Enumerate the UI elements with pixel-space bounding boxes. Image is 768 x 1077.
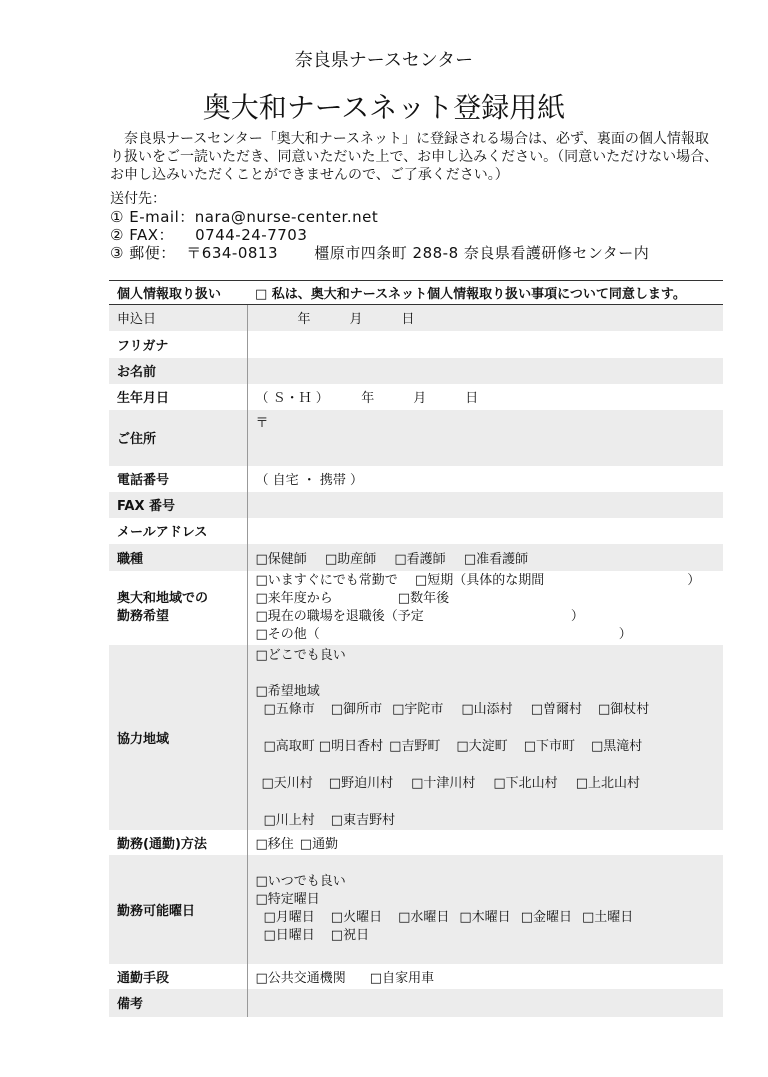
privacy-label: 個人情報取り扱い [109, 281, 247, 305]
commute-method-label: 勤務(通勤)方法 [109, 830, 247, 855]
area-checkbox[interactable]: □川上村 [263, 812, 315, 828]
commute-method-row [109, 830, 723, 855]
area-checkbox[interactable]: □宇陀市 [392, 701, 444, 717]
work-wish-option[interactable]: □現在の職場を退職後（予定 ） [255, 608, 584, 624]
day-checkbox[interactable]: □日曜日 [263, 928, 315, 943]
area-row [109, 645, 723, 830]
name-label: お名前 [109, 358, 247, 384]
area-spacer [256, 665, 716, 683]
furigana-field[interactable] [247, 331, 723, 358]
available-days-row [109, 855, 723, 964]
area-spacer [256, 793, 716, 812]
birthdate-row [109, 384, 723, 410]
address-label: ご住所 [109, 410, 247, 466]
application-date-row [109, 305, 723, 331]
area-checkbox[interactable]: □高取町 [263, 738, 315, 754]
public-transport-checkbox[interactable]: □公共交通機関 [255, 970, 346, 986]
name-row [109, 358, 723, 384]
transport-label: 通勤手段 [109, 964, 247, 989]
furigana-label: フリガナ [109, 331, 247, 358]
area-checkbox[interactable]: □東吉野村 [330, 812, 396, 828]
work-wish-label-line1: 奥大和地域での [117, 590, 209, 606]
contact-number: ③ [110, 244, 124, 262]
email-address: nara@nurse-center.net [194, 208, 379, 226]
area-checkbox[interactable]: □明日香村 [318, 738, 384, 754]
registration-form [109, 280, 723, 1017]
transport-options [247, 964, 723, 989]
area-row-2 [256, 738, 716, 756]
area-checkbox[interactable]: □天川村 [261, 775, 313, 791]
name-field[interactable] [247, 358, 723, 384]
work-wish-label-line2: 勤務希望 [117, 608, 170, 624]
work-wish-label [109, 571, 247, 645]
day-checkbox[interactable]: □火曜日 [330, 910, 383, 925]
address-row [109, 410, 723, 466]
area-checkbox[interactable]: □五條市 [263, 701, 315, 717]
days-row-1 [256, 909, 716, 927]
area-checkbox[interactable]: □黒滝村 [590, 738, 643, 754]
day-checkbox[interactable]: □金曜日 [520, 910, 572, 925]
area-checkbox[interactable]: □野迫川村 [328, 775, 394, 791]
fax-number: 0744-24-7703 [195, 226, 308, 244]
area-spacer [256, 756, 716, 775]
area-row-4 [256, 812, 716, 830]
contact-number: ① [110, 208, 124, 226]
postal-address: 〒634-0813 橿原市四条町 288-8 奈良県看護研修センター内 [186, 244, 650, 262]
notes-field[interactable] [247, 989, 723, 1017]
application-date-label: 申込日 [109, 305, 247, 331]
area-checkbox[interactable]: □吉野町 [389, 738, 441, 754]
area-checkbox[interactable]: □御杖村 [597, 701, 650, 717]
occupation-assistant-nurse-checkbox[interactable]: □准看護師 [463, 551, 529, 567]
area-checkbox[interactable]: □十津川村 [411, 775, 476, 791]
area-anywhere-checkbox[interactable]: □どこでも良い [255, 647, 346, 663]
area-checkbox[interactable]: □御所市 [330, 701, 383, 717]
email-row [109, 518, 723, 544]
relocate-checkbox[interactable]: □移住 [255, 836, 294, 852]
day-checkbox[interactable]: □祝日 [330, 928, 370, 943]
work-wish-option[interactable]: □来年度から □数年後 [255, 590, 450, 606]
commute-method-options [247, 830, 723, 855]
days-specific-checkbox[interactable]: □特定曜日 [255, 892, 320, 907]
area-checkbox[interactable]: □山添村 [461, 701, 513, 717]
fax-row [109, 492, 723, 518]
contact-mail [110, 244, 722, 262]
day-checkbox[interactable]: □月曜日 [263, 910, 315, 925]
area-checkbox[interactable]: □上北山村 [575, 775, 640, 791]
occupation-row [109, 544, 723, 571]
contact-number: ② [110, 226, 124, 244]
intro-section [110, 130, 722, 184]
area-spacer [256, 719, 716, 738]
area-checkbox[interactable]: □下北山村 [493, 775, 558, 791]
contact-section [110, 190, 722, 262]
area-row-1 [256, 701, 716, 719]
work-wish-option[interactable]: □その他（ ） [255, 626, 632, 642]
contact-label: FAX： [129, 226, 175, 244]
application-date-field[interactable] [247, 305, 723, 331]
work-wish-options [247, 571, 723, 645]
work-wish-option[interactable]: □いますぐにでも常勤で □短期（具体的な期間 ） [255, 572, 701, 588]
available-days-label: 勤務可能曜日 [109, 855, 247, 964]
organization-name: 奈良県ナースセンター [294, 50, 474, 71]
birthdate-label: 生年月日 [109, 384, 247, 410]
privacy-consent-checkbox[interactable]: □ 私は、奥大和ナースネット個人情報取り扱い事項について同意します。 [247, 281, 723, 305]
contact-fax [110, 226, 722, 244]
transport-row [109, 964, 723, 989]
notes-row [109, 989, 723, 1017]
notes-label: 備考 [109, 989, 247, 1017]
privacy-row [109, 281, 723, 305]
phone-row [109, 466, 723, 492]
email-field[interactable] [247, 518, 723, 544]
send-to-label: 送付先： [110, 191, 166, 207]
days-row-2 [256, 927, 716, 945]
fax-label: FAX 番号 [109, 492, 247, 518]
private-car-checkbox[interactable]: □自家用車 [369, 970, 435, 986]
day-checkbox[interactable]: □土曜日 [581, 910, 634, 925]
area-wish-checkbox[interactable]: □希望地域 [255, 683, 320, 699]
intro-paragraph: 奈良県ナースセンター「奥大和ナースネット」に登録される場合は、必ず、裏面の個人情報取り扱いをご一読いただき、同意いただいた上で、お申し込みください。（同意いただけない場合、お申し込みいただくことができませんので、ご了承ください。） [110, 131, 719, 183]
occupation-options [247, 544, 723, 571]
contact-label: 郵便： [129, 244, 176, 262]
application-date-value: 年 月 日 [297, 312, 415, 328]
birthdate-field[interactable]: （ Ｓ・Ｈ ） 年 月 日 [255, 391, 479, 406]
area-checkbox[interactable]: □下市町 [523, 738, 575, 754]
area-options [247, 645, 723, 830]
days-any-checkbox[interactable]: □いつでも良い [255, 874, 346, 889]
area-row-3 [256, 775, 716, 793]
contact-email [110, 208, 722, 226]
address-field[interactable]: 〒 [247, 410, 723, 466]
work-wish-row [109, 571, 723, 645]
email-label: メールアドレス [109, 518, 247, 544]
furigana-row [109, 331, 723, 358]
occupation-midwife-checkbox[interactable]: □助産師 [324, 551, 377, 567]
phone-label: 電話番号 [109, 466, 247, 492]
commute-checkbox[interactable]: □通勤 [299, 836, 339, 852]
day-checkbox[interactable]: □水曜日 [398, 910, 450, 925]
occupation-nurse-checkbox[interactable]: □看護師 [394, 551, 446, 567]
available-days-options [247, 855, 723, 964]
occupation-label: 職種 [109, 544, 247, 571]
occupation-public-health-nurse-checkbox[interactable]: □保健師 [255, 551, 307, 567]
phone-field[interactable]: （ 自宅 ・ 携帯 ） [255, 473, 364, 488]
fax-field[interactable] [247, 492, 723, 518]
contact-label: E-mail： [129, 208, 195, 226]
area-checkbox[interactable]: □曽爾村 [530, 701, 582, 717]
area-label: 協力地域 [109, 645, 247, 830]
page-title: 奥大和ナースネット登録用紙 [202, 91, 566, 124]
day-checkbox[interactable]: □木曜日 [459, 910, 511, 925]
area-checkbox[interactable]: □大淀町 [456, 738, 508, 754]
